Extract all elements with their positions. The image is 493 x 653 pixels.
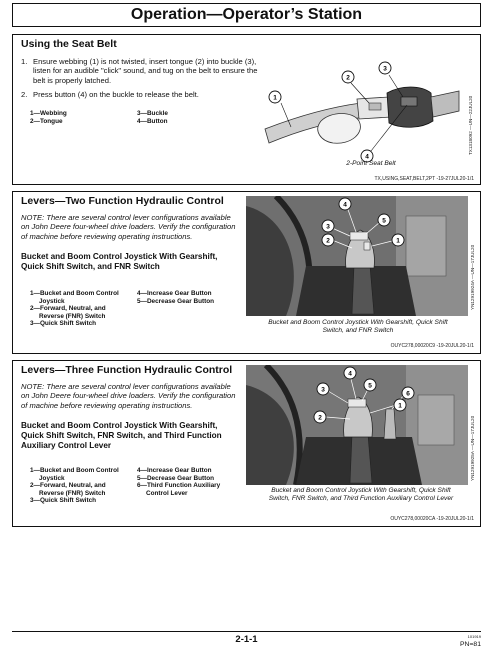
joystick-photo	[246, 196, 468, 316]
callout-5	[378, 214, 390, 226]
section-heading: Levers—Three Function Hydraulic Control	[21, 364, 233, 376]
legend-item: Reverse (FNR) Switch	[39, 312, 106, 320]
date-code: 101919	[467, 634, 481, 639]
svg-text:2: 2	[326, 237, 330, 245]
callout-4	[339, 198, 351, 210]
svg-text:4: 4	[348, 370, 352, 378]
svg-text:1: 1	[396, 237, 400, 245]
callout-4	[344, 367, 356, 379]
footer-rule	[12, 631, 481, 632]
note-text: NOTE: There are several control lever configurations available on John Deere four-wheel drive loaders. Verify the configuration of machine before reviewing operating instructions.	[21, 213, 236, 241]
step-number: 1.	[21, 57, 28, 66]
callout-3	[317, 383, 329, 395]
legend-left	[30, 110, 67, 125]
callout-5	[364, 379, 376, 391]
figure-caption: Bucket and Boom Control Joystick With Gearshift, Quick Shift Switch, and FNR Switch	[268, 319, 448, 334]
legend-right	[137, 290, 214, 305]
figure-id: YN12919925A —UN—17JUL20	[470, 415, 475, 481]
callout-1	[392, 234, 404, 246]
callout-3	[322, 220, 334, 232]
legend-item: Control Lever	[146, 489, 188, 497]
legend-item: Joystick	[39, 297, 65, 305]
svg-text:4: 4	[365, 153, 369, 161]
reference-code: TX,USING,SEAT,BELT,2PT -19-27JUL20-1/1	[374, 176, 474, 182]
section-two-function	[12, 191, 481, 354]
legend-item: 5—Decrease Gear Button	[137, 297, 215, 305]
step-text: Ensure webbing (1) is not twisted, insert tongue (2) into buckle (3), listen for an audible "click" sound, and tug on the belt to ensure the belt is properly latched.	[33, 57, 258, 85]
legend-item: 3—Quick Shift Switch	[30, 497, 97, 505]
legend-item: 4—Button	[137, 117, 168, 125]
reference-code: OUYC278,00020C9 -19-20JUL20-1/1	[390, 343, 474, 349]
step-number: 2.	[21, 90, 28, 99]
page-title: Operation—Operator’s Station	[12, 3, 481, 27]
legend-item: 4—Increase Gear Button	[137, 290, 212, 297]
section-heading: Using the Seat Belt	[21, 38, 117, 50]
figure-caption: Bucket and Boom Control Joystick With Gearshift, Quick Shift Switch, FNR Switch, and Third Function Auxiliary Control Lever	[268, 487, 454, 502]
legend-left	[30, 290, 119, 328]
legend-left	[30, 467, 119, 505]
legend-item: Joystick	[39, 474, 65, 482]
reference-code: OUYC278,00020CA -19-20JUL20-1/1	[390, 516, 474, 522]
svg-text:2: 2	[346, 74, 350, 82]
legend-item: Reverse (FNR) Switch	[39, 489, 106, 497]
callout-3	[379, 62, 391, 74]
svg-text:1: 1	[273, 94, 277, 102]
legend-item: 3—Buckle	[137, 110, 168, 117]
legend-item: 2—Forward, Neutral, and	[30, 305, 106, 313]
figure-id: TX1318092 —UN—22JUL20	[468, 95, 473, 155]
svg-text:3: 3	[326, 223, 330, 231]
legend-item: 2—Tongue	[30, 117, 63, 125]
svg-text:5: 5	[382, 217, 386, 225]
seat-belt-illustration	[261, 41, 461, 166]
step-text: Press button (4) on the buckle to release the belt.	[33, 90, 199, 99]
page-number: 2-1-1	[235, 634, 258, 645]
callout-2	[314, 411, 326, 423]
svg-text:5: 5	[368, 382, 372, 390]
callout-1	[394, 399, 406, 411]
svg-text:3: 3	[321, 386, 325, 394]
subheading: Bucket and Boom Control Joystick With Gearshift, Quick Shift Switch, FNR Switch, and Third Function Auxiliary Control Lever	[21, 421, 222, 450]
legend-item: 1—Bucket and Boom Control	[30, 467, 119, 474]
legend-item: 1—Webbing	[30, 110, 67, 117]
legend-item: 5—Decrease Gear Button	[137, 474, 215, 482]
legend-item: 4—Increase Gear Button	[137, 467, 212, 474]
joystick-photo	[246, 365, 468, 485]
svg-text:3: 3	[383, 65, 387, 73]
callout-2	[342, 71, 354, 83]
legend-right	[137, 110, 168, 125]
pn-number: PN=81	[460, 641, 481, 648]
legend-right	[137, 467, 220, 497]
legend-item: 1—Bucket and Boom Control	[30, 290, 119, 297]
figure-id: YN12919924A —UN—17JUL20	[470, 244, 475, 310]
legend-item: 3—Quick Shift Switch	[30, 320, 97, 328]
callout-1	[269, 91, 281, 103]
legend-item: 2—Forward, Neutral, and	[30, 482, 106, 490]
svg-text:2: 2	[318, 414, 322, 422]
svg-text:1: 1	[398, 402, 402, 410]
subheading: Bucket and Boom Control Joystick With Gearshift, Quick Shift Switch, and FNR Switch	[21, 252, 218, 271]
section-three-function	[12, 360, 481, 527]
section-seat-belt	[12, 34, 481, 185]
svg-text:4: 4	[343, 201, 347, 209]
callout-2	[322, 234, 334, 246]
figure-caption: 2-Point Seat Belt	[346, 160, 396, 167]
callout-6	[402, 387, 414, 399]
note-text: NOTE: There are several control lever configurations available on John Deere four-wheel drive loaders. Verify the configuration of machine before reviewing operating instructions.	[21, 382, 236, 410]
section-heading: Levers—Two Function Hydraulic Control	[21, 195, 224, 207]
svg-text:6: 6	[406, 390, 410, 398]
legend-item: 6—Third Function Auxiliary	[137, 482, 221, 490]
